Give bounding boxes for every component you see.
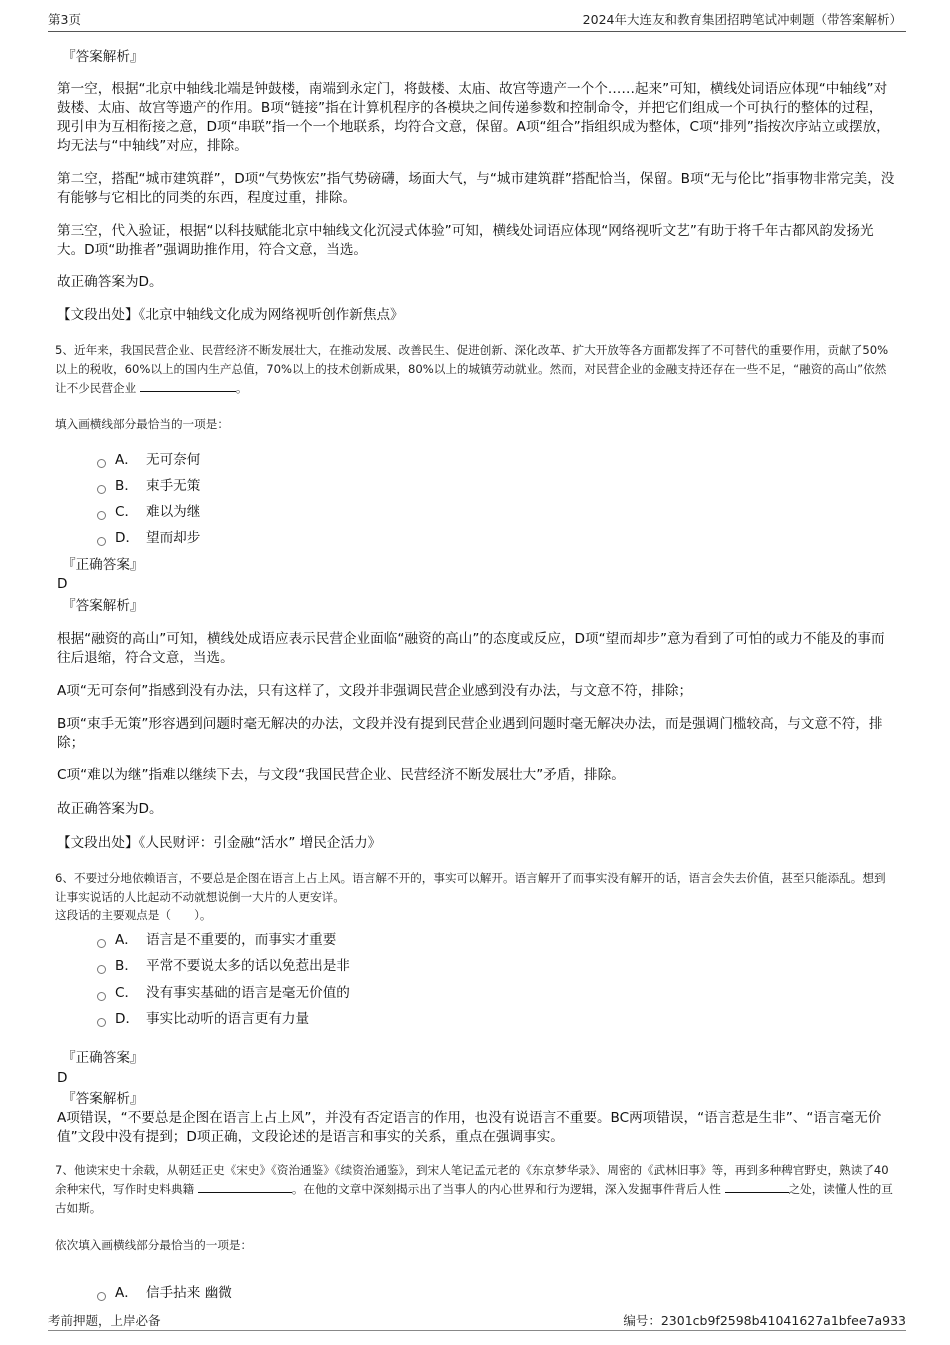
q5-stem: 5、近年来，我国民营企业、民营经济不断发展壮大，在推动发展、改善民生、促进创新、深化改革、扩大开放等各方面都发挥了不可替代的重要作用，贡献了50%以上的税收，60%以上的国内生产总值，70%以上的技术创新成果，80%以上的城镇劳动就业。然而，对民营企业的金融支持还存在一些不足，“融资的高山”依然让不少民营企业 。 <box>55 343 889 395</box>
q5-analysis-para-4: C项“难以为继”指难以继续下去，与文段“我国民营企业、民营经济不断发展壮大”矛盾，排除。 <box>57 767 625 783</box>
radio-icon[interactable] <box>97 939 106 948</box>
document-id: 编号：2301cb9f2598b41041627a1bfee7a933 <box>623 1313 906 1328</box>
q4-analysis-para-2: 第二空，搭配“城市建筑群”，D项“气势恢宏”指气势磅礴，场面大气，与“城市建筑群”搭配恰当，保留。B项“无与伦比”指事物非常完美，没有能够与它相比的同类的东西，程度过重，排除。 <box>57 171 895 206</box>
q4-analysis-para-1: 第一空，根据“北京中轴线北端是钟鼓楼，南端到永定门，将鼓楼、太庙、故宫等遗产一个个……起来”可知，横线处词语应体现“中轴线”对鼓楼、太庙、故宫等遗产的作用。B项“链接”指在计算机程序的各模块之间传递参数和控制命令，并把它们组成一个可执行的整体的过程，现引申为互相衔接之意，D项“串联”指一个一个地联系，均符合文意，保留。A项“组合”指组织成为整体，C项“排列”指按次序站立或摆放，均无法与“中轴线”对应，排除。 <box>57 81 890 154</box>
q5-analysis-para-1: 根据“融资的高山”可知，横线处成语应表示民营企业面临“融资的高山”的态度或反应，D项“望而却步”意为看到了可怕的或力不能及的事而往后退缩，符合文意，当选。 <box>57 631 885 666</box>
document-title: 2024年大连友和教育集团招聘笔试冲刺题（带答案解析） <box>582 12 902 27</box>
q5-answer: D <box>57 576 68 592</box>
q6-option-d[interactable]: D． 事实比动听的语言更有力量 <box>97 1010 309 1028</box>
q5-answer-blank <box>140 391 236 392</box>
q7-blank-1 <box>198 1192 292 1193</box>
radio-icon[interactable] <box>97 537 106 546</box>
q5-analysis-para-3: B项“束手无策”形容遇到问题时毫无解决的办法，文段并没有提到民营企业遇到问题时毫无解决办法，而是强调门槛较高，与文意不符，排除； <box>57 716 883 751</box>
footer-divider <box>48 1330 906 1331</box>
footer-slogan: 考前押题，上岸必备 <box>48 1313 161 1328</box>
q7-option-a[interactable]: A． 信手拈来 幽微 <box>97 1284 232 1302</box>
q7-stem: 7、他读宋史十余载，从朝廷正史《宋史》《资治通鉴》《续资治通鉴》，到宋人笔记孟元老的《东京梦华录》、周密的《武林旧事》等，再到多种稗官野史，熟读了40余种宋代，写作时史料典籍 。在他的文章中深刻揭示出了当事人的内心世界和行为逻辑，深入发掘事件背后人性 之处，读懂人性的亘古如斯。 <box>55 1163 893 1215</box>
radio-icon[interactable] <box>97 511 106 520</box>
q4-source: 【文段出处】《北京中轴线文化成为网络视听创作新焦点》 <box>57 307 404 323</box>
q6-option-a[interactable]: A． 语言是不重要的，而事实才重要 <box>97 931 336 949</box>
q5-analysis-label: 『答案解析』 <box>62 598 144 614</box>
q4-analysis-para-3: 第三空，代入验证，根据“以科技赋能北京中轴线文化沉浸式体验”可知，横线处词语应体现“网络视听文艺”有助于将千年古都风韵发扬光大。D项“助推者”强调助推作用，符合文意，当选。 <box>57 223 874 258</box>
radio-icon[interactable] <box>97 459 106 468</box>
q5-option-d[interactable]: D． 望而却步 <box>97 529 200 547</box>
q5-analysis-para-2: A项“无可奈何”指感到没有办法，只有这样了，文段并非强调民营企业感到没有办法，与文意不符，排除； <box>57 683 693 699</box>
radio-icon[interactable] <box>97 965 106 974</box>
q6-stem: 6、不要过分地依赖语言，不要总是企图在语言上占上风。语言解不开的，事实可以解开。语言解开了而事实没有解开的话，语言会失去价值，甚至只能添乱。想到让事实说话的人比起动不动就想说倒一大片的人更安详。 <box>55 871 886 904</box>
page-number: 第3页 <box>48 12 81 27</box>
q4-analysis-label: 『答案解析』 <box>62 49 144 65</box>
q4-conclusion: 故正确答案为D。 <box>57 274 163 290</box>
q6-option-b[interactable]: B． 平常不要说太多的话以免惹出是非 <box>97 957 350 975</box>
q7-prompt: 依次填入画横线部分最恰当的一项是： <box>55 1238 253 1252</box>
q5-answer-label: 『正确答案』 <box>62 557 144 573</box>
header-divider <box>48 31 906 32</box>
q6-option-c[interactable]: C． 没有事实基础的语言是毫无价值的 <box>97 984 350 1002</box>
q5-prompt: 填入画横线部分最恰当的一项是： <box>55 417 229 431</box>
q6-stem-question: 这段话的主要观点是（ ）。 <box>55 908 212 922</box>
q6-answer-label: 『正确答案』 <box>62 1050 144 1066</box>
q5-option-a[interactable]: A． 无可奈何 <box>97 451 200 469</box>
q6-answer: D <box>57 1070 68 1086</box>
radio-icon[interactable] <box>97 485 106 494</box>
q5-option-b[interactable]: B． 束手无策 <box>97 477 200 495</box>
q6-analysis-label: 『答案解析』 <box>62 1091 144 1107</box>
q5-option-c[interactable]: C． 难以为继 <box>97 503 200 521</box>
radio-icon[interactable] <box>97 1018 106 1027</box>
q6-analysis: A项错误，“不要总是企图在语言上占上风”，并没有否定语言的作用，也没有说语言不重要。BC两项错误，“语言惹是生非”、“语言毫无价值”文段中没有提到；D项正确，文段论述的是语言和事实的关系，重点在强调事实。 <box>57 1110 882 1145</box>
radio-icon[interactable] <box>97 1292 106 1301</box>
radio-icon[interactable] <box>97 992 106 1001</box>
q5-source: 【文段出处】《人民财评：引金融“活水” 增民企活力》 <box>57 835 382 851</box>
q5-conclusion: 故正确答案为D。 <box>57 801 163 817</box>
q7-blank-2 <box>725 1192 789 1193</box>
